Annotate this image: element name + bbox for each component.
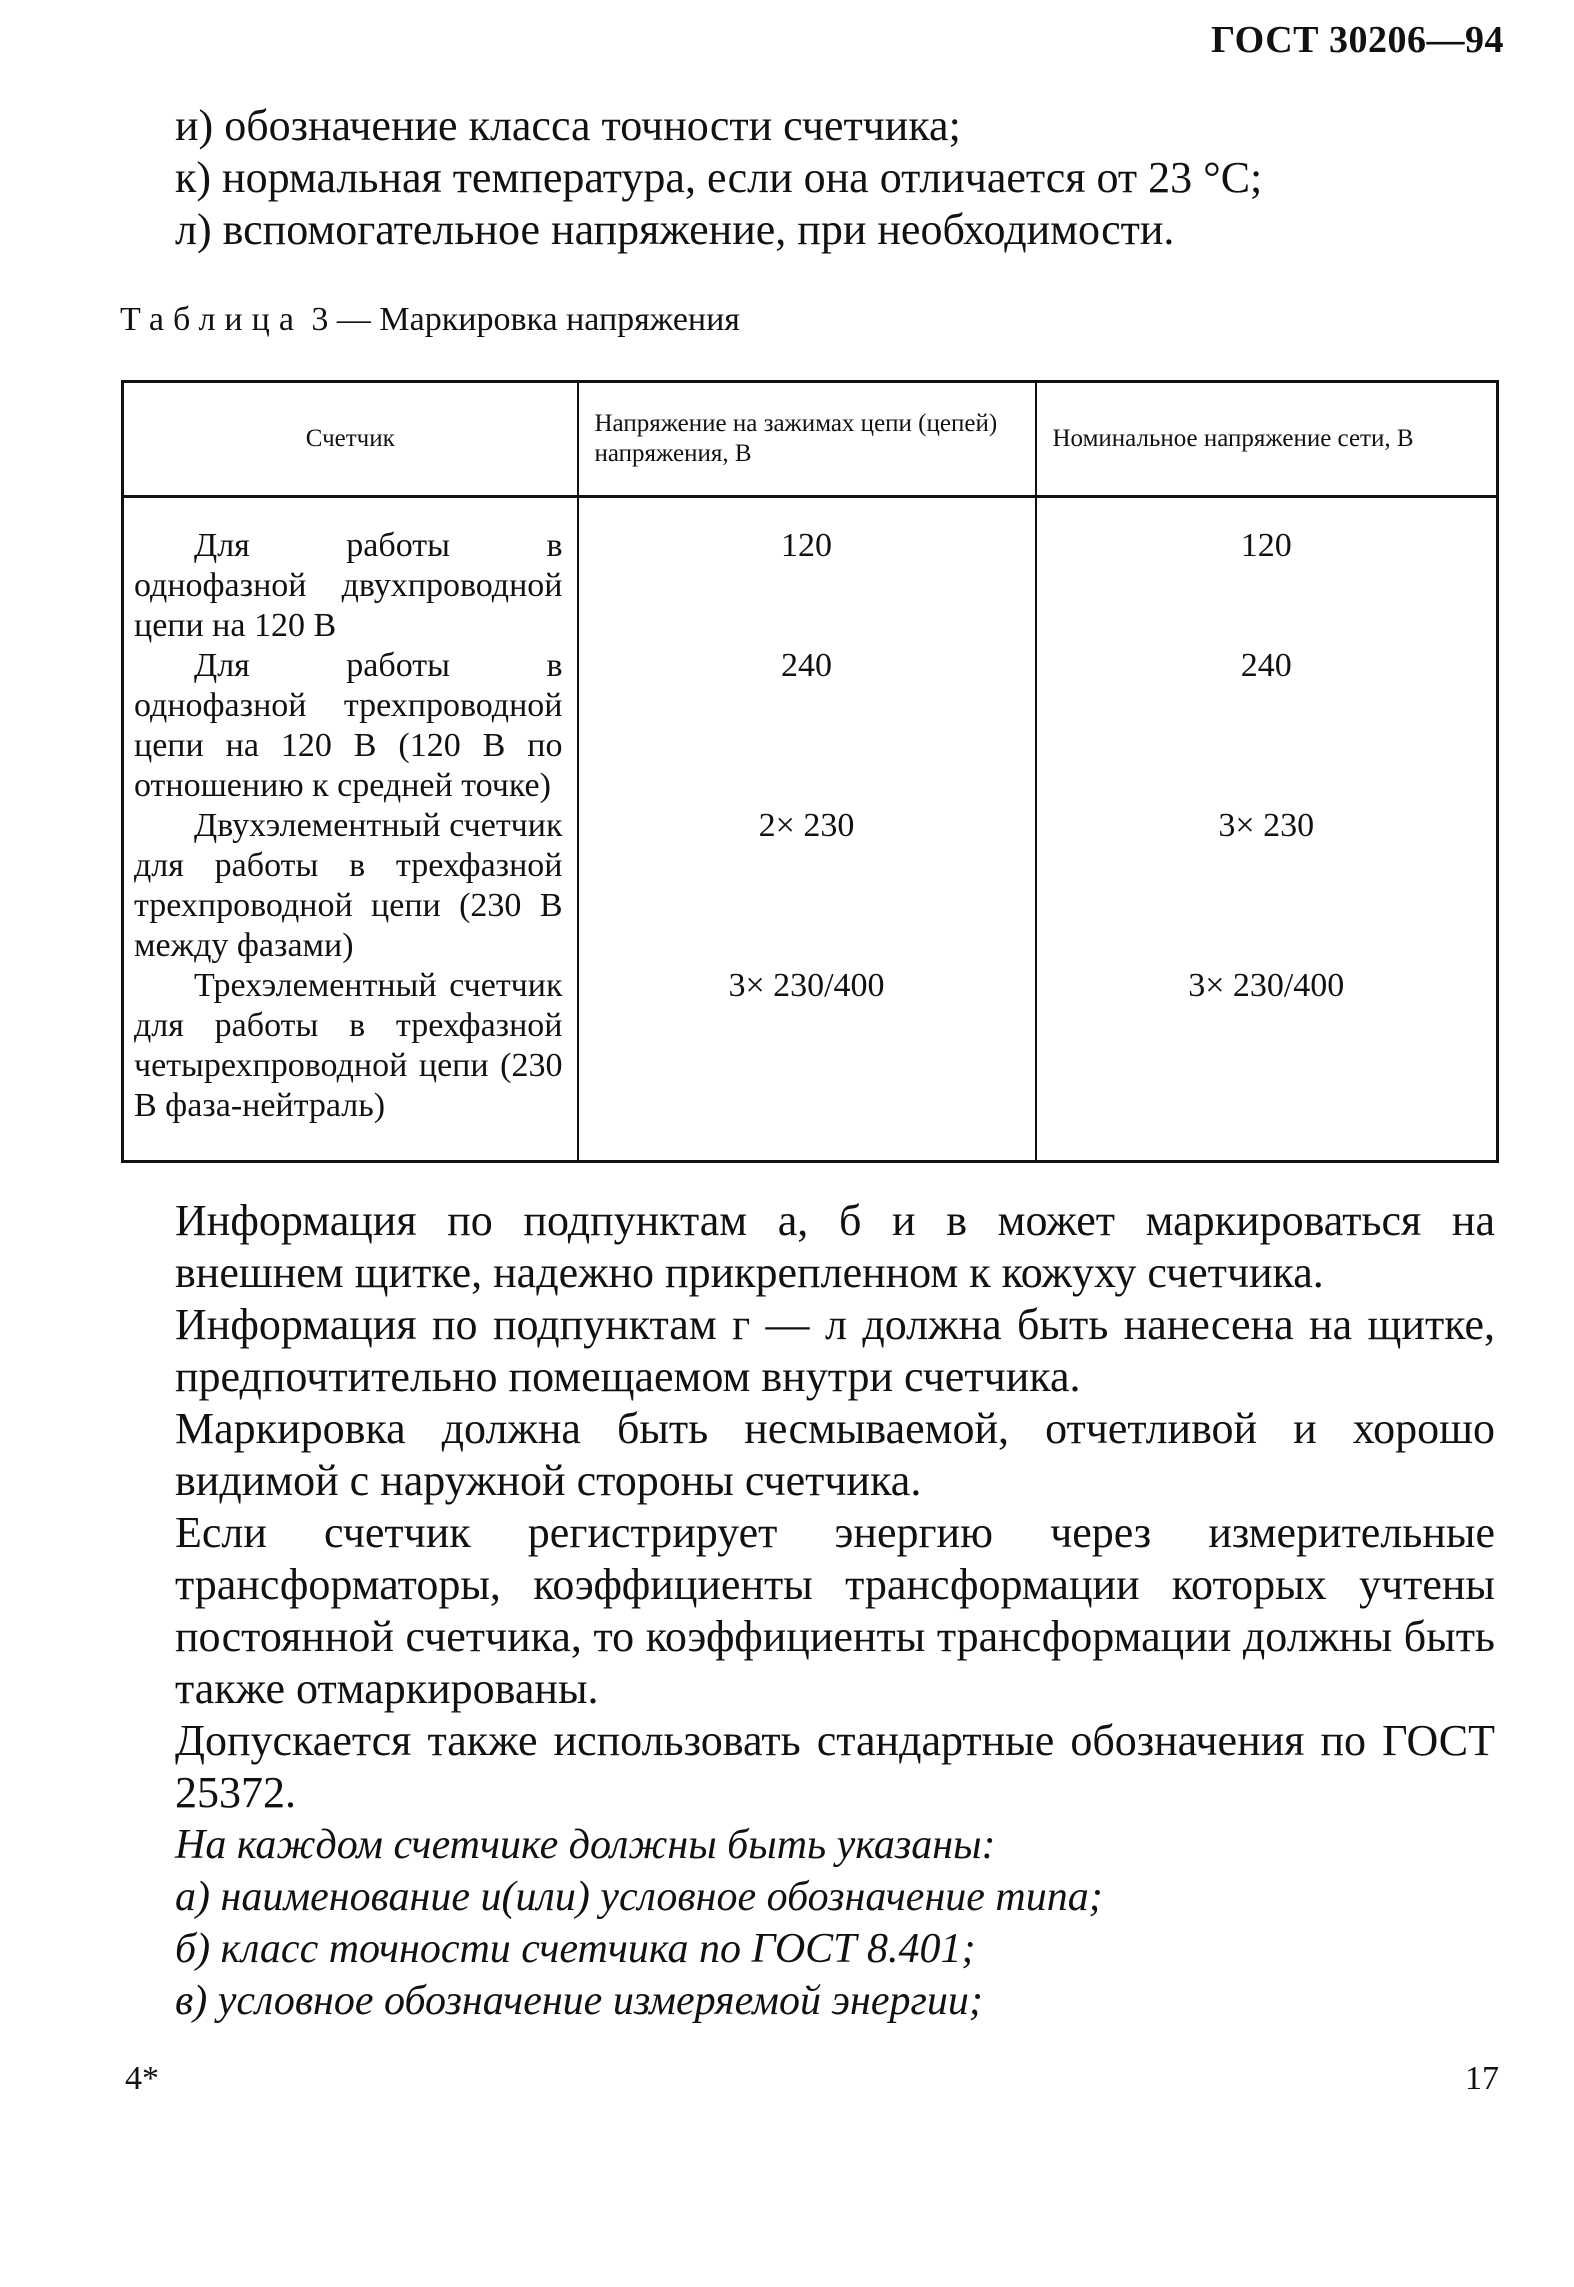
- header-meter: Счетчик: [123, 382, 578, 497]
- table-caption-title: 3 — Маркировка напряжения: [311, 301, 740, 338]
- table-row: [123, 497, 1498, 647]
- voltage-marking-table: [121, 380, 1499, 1163]
- header-network-voltage: Номинальное напряжение сети, В: [1036, 382, 1498, 497]
- row-desc: [123, 497, 578, 647]
- list-item-i: и) обозначение класса точности счетчика;: [175, 101, 961, 150]
- paragraph-transformer-ratios: Если счетчик регистрирует энергию через измерительные трансформаторы, коэффициенты трансформации которых учтены постоянной счетчика, то коэффициенты трансформации должны быть также отмаркированы.: [175, 1508, 1495, 1713]
- body-text: [175, 1195, 1495, 2027]
- row-desc-text: Двухэлементный счетчик для работы в трехфазной трехпроводной цепи (230 В между фазами): [134, 807, 563, 964]
- paragraph-internal-plate: Информация по подпунктам г — л должна быть нанесена на щитке, предпочтительно помещаемом внутри счетчика.: [175, 1300, 1495, 1401]
- table-caption: [120, 300, 740, 340]
- table-row: [123, 806, 1498, 966]
- row-terminal-voltage: 120: [578, 497, 1036, 647]
- italic-item-b: б) класс точности счетчика по ГОСТ 8.401;: [175, 1926, 976, 1972]
- document-code: ГОСТ 30206—94: [1210, 19, 1504, 61]
- table-row: [123, 646, 1498, 806]
- paragraph-marking-quality: Маркировка должна быть несмываемой, отчетливой и хорошо видимой с наружной стороны счетчика.: [175, 1404, 1495, 1505]
- italic-item-a: а) наименование и(или) условное обозначение типа;: [175, 1874, 1103, 1920]
- header-terminal-voltage: Напряжение на зажимах цепи (цепей) напряжения, В: [578, 382, 1036, 497]
- row-desc-text: Для работы в однофазной двухпроводной цепи на 120 В: [134, 527, 563, 644]
- table-header-row: [123, 382, 1498, 497]
- paragraph-standard-symbols: Допускается также использовать стандартные обозначения по ГОСТ 25372.: [175, 1716, 1495, 1817]
- table-caption-word: Таблица: [120, 301, 303, 338]
- row-network-voltage: 240: [1036, 646, 1498, 806]
- footer-sheet-mark: 4*: [125, 2060, 159, 2097]
- italic-item-v: в) условное обозначение измеряемой энергии;: [175, 1978, 983, 2024]
- table-row: [123, 966, 1498, 1162]
- page-number: 17: [1465, 2060, 1499, 2097]
- row-network-voltage: 120: [1036, 497, 1498, 647]
- paragraph-external-plate: Информация по подпунктам а, б и в может маркироваться на внешнем щитке, надежно прикрепленном к кожуху счетчика.: [175, 1196, 1495, 1297]
- row-terminal-voltage: 2× 230: [578, 806, 1036, 966]
- row-network-voltage: 3× 230: [1036, 806, 1498, 966]
- row-desc-text: Трехэлементный счетчик для работы в трехфазной четырехпроводной цепи (230 В фаза-нейтраль): [134, 967, 563, 1124]
- row-desc: [123, 966, 578, 1162]
- italic-intro: На каждом счетчике должны быть указаны:: [175, 1822, 996, 1868]
- row-desc: [123, 806, 578, 966]
- row-desc: [123, 646, 578, 806]
- list-item-l: л) вспомогательное напряжение, при необходимости.: [175, 205, 1175, 254]
- row-terminal-voltage: 3× 230/400: [578, 966, 1036, 1162]
- top-list: [175, 100, 1515, 256]
- row-network-voltage: 3× 230/400: [1036, 966, 1498, 1162]
- row-desc-text: Для работы в однофазной трехпроводной цепи на 120 В (120 В по отношению к средней точке): [134, 647, 563, 804]
- list-item-k: к) нормальная температура, если она отличается от 23 °С;: [175, 153, 1263, 202]
- row-terminal-voltage: 240: [578, 646, 1036, 806]
